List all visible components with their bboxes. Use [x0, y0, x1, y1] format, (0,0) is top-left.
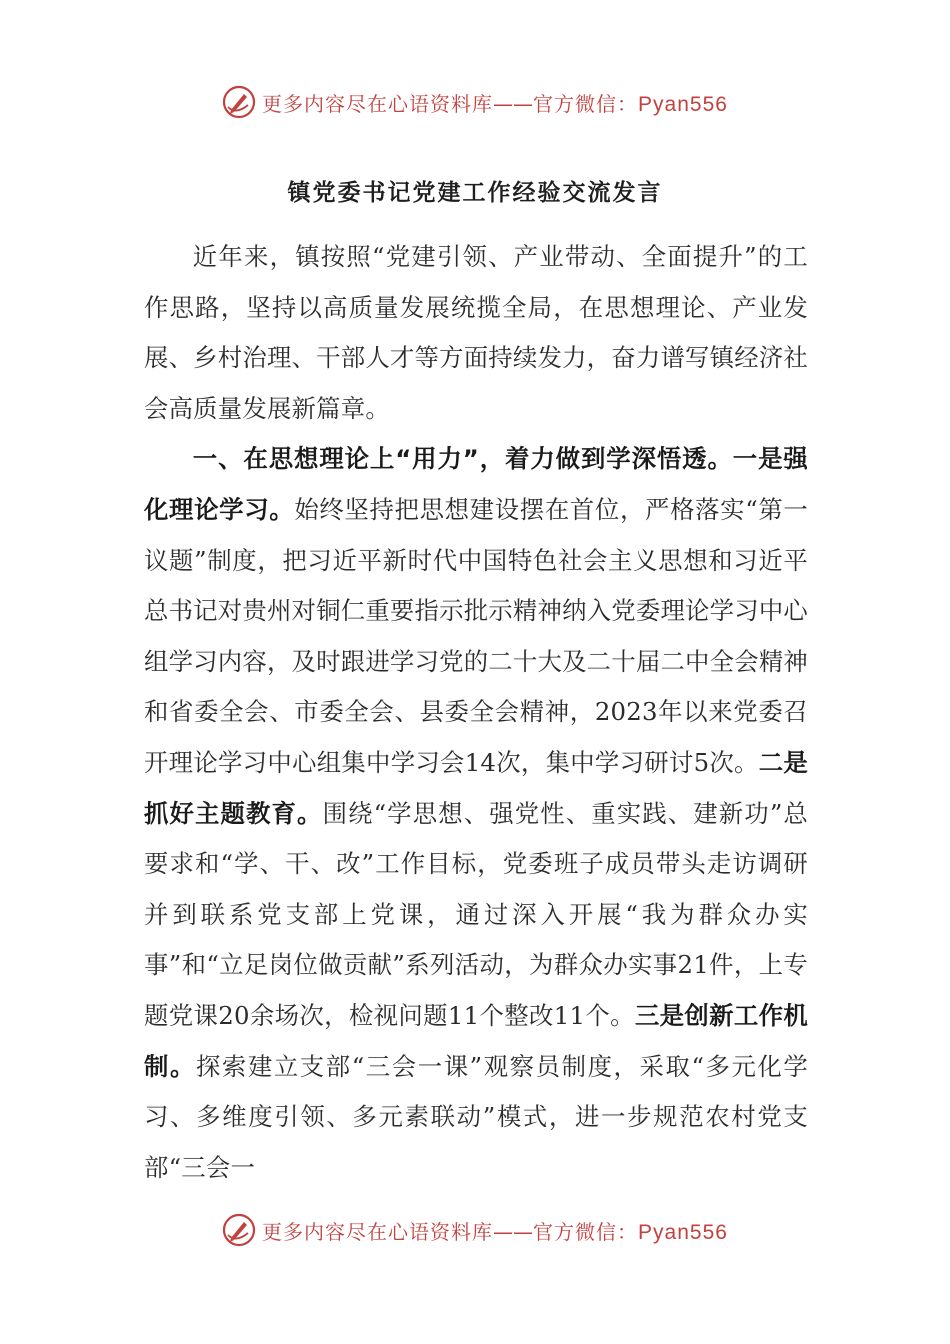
pen-logo-icon	[222, 1213, 256, 1247]
pen-logo-icon	[222, 85, 256, 119]
point-text: 始终坚持把思想建设摆在首位，严格落实“第一议题”制度，把习近平新时代中国特色社会主义思想和习近平总书记对贵州对铜仁重要指示批示精神纳入党委理论学习中心组学习内容，及时跟进学习党的二十大及二十届二中全会精神和省委全会、市委全会、县委全会精神，2023年以来党委召开理论学习中心组集中学习会14次，集中学习研讨5次。	[144, 494, 809, 777]
point-title: 二是抓好主题教育。	[144, 747, 808, 828]
point-text: 围绕“学思想、强党性、重实践、建新功”总要求和“学、干、改”工作目标，党委班子成员带头走访调研并到联系党支部上党课，通过深入开展“我为群众办实事”和“立足岗位做贡献”系列活动，为群众办实事21件，上专题党课20余场次，检视问题11个整改11个。	[144, 798, 808, 1030]
point-text: 探索建立支部“三会一课”观察员制度，采取“多元化学习、多维度引领、多元素联动”模式，进一步规范农村党支部“三会一	[144, 1051, 808, 1182]
document-title: 镇党委书记党建工作经验交流发言	[287, 180, 663, 206]
point-title: 三是创新工作机制。	[144, 1000, 808, 1081]
banner-text: 更多内容尽在心语资料库——官方微信：Pyan556	[262, 91, 728, 116]
banner-text: 更多内容尽在心语资料库——官方微信：Pyan556	[262, 1219, 728, 1244]
section-heading: 一、在思想理论上“用力”，着力做到学深悟透。	[192, 444, 733, 474]
section-1-paragraph	[144, 434, 808, 1193]
footer-banner	[0, 1208, 950, 1252]
header-banner	[0, 80, 950, 124]
point-title: 一是强化理论学习。	[144, 444, 808, 524]
intro-paragraph: 近年来，镇按照“党建引领、产业带动、全面提升”的工作思路，坚持以高质量发展统揽全局，在思想理论、产业发展、乡村治理、干部人才等方面持续发力，奋力谱写镇经济社会高质量发展新篇章。	[144, 242, 808, 423]
document-body	[144, 232, 808, 1193]
